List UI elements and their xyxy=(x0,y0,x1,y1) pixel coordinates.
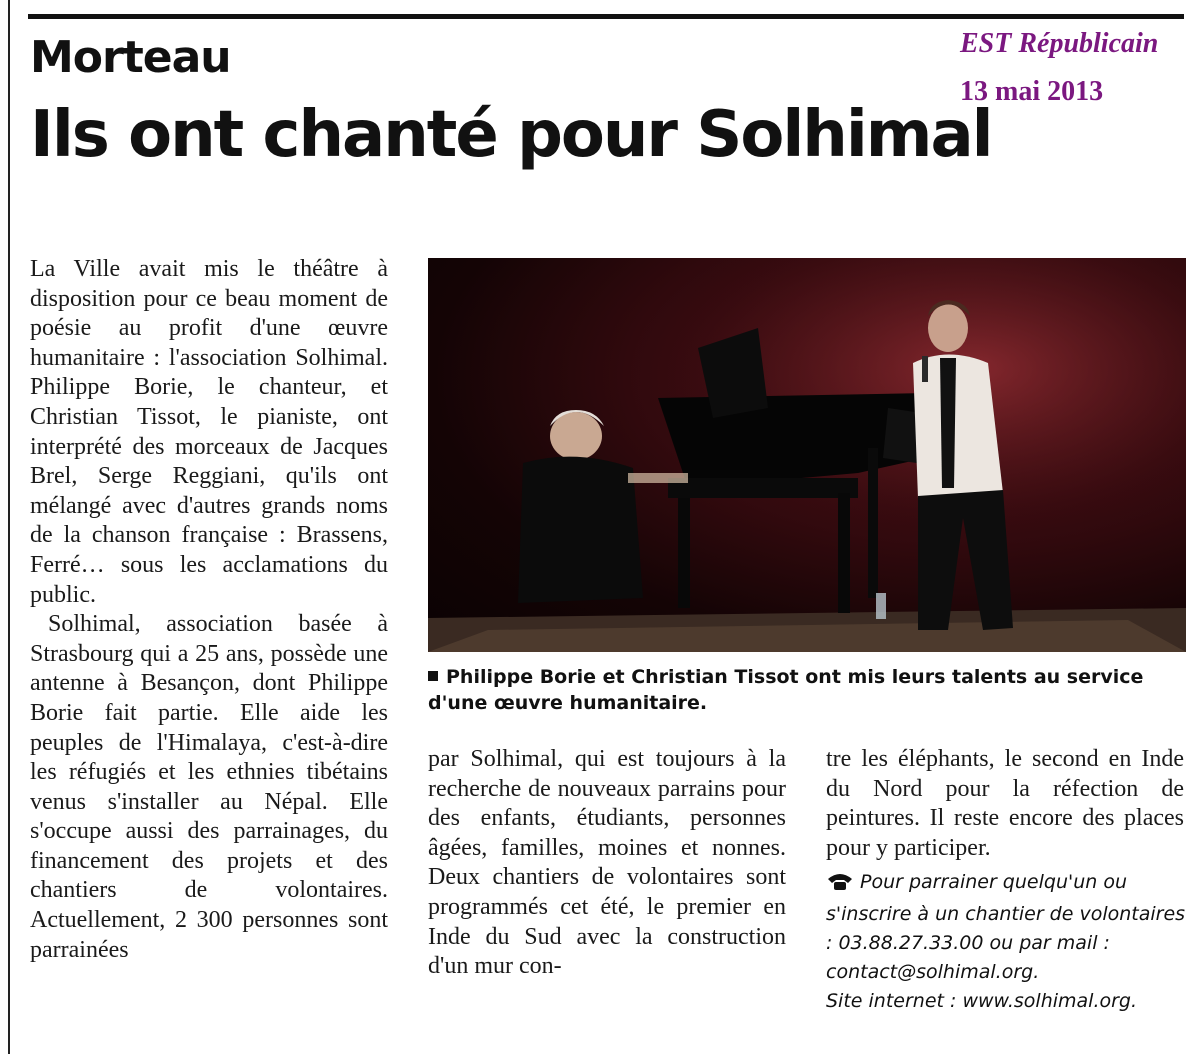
photo-caption-text: Philippe Borie et Christian Tissot ont mis leurs talents au service d'une œuvre humanitaire. xyxy=(428,666,1144,714)
newspaper-name: EST Républicain xyxy=(960,28,1159,59)
contact-text: Pour parrainer quelqu'un ou s'inscrire à un chantier de volontaires : 03.88.27.33.00 ou par mail : contact@solhimal.org. xyxy=(826,871,1186,983)
article-column-3 xyxy=(826,745,1184,863)
article-column-1 xyxy=(30,255,388,965)
article-paragraph: tre les éléphants, le second en Inde du Nord pour la réfection de peintures. Il reste encore des places pour y participer. xyxy=(826,746,1184,861)
contact-website: Site internet : www.solhimal.org. xyxy=(826,990,1138,1012)
article-kicker: Morteau xyxy=(30,32,231,83)
concert-photo xyxy=(428,258,1186,652)
caption-bullet-icon xyxy=(428,671,438,681)
article-headline: Ils ont chanté pour Solhimal xyxy=(30,98,992,172)
article-paragraph: La Ville avait mis le théâtre à disposition pour ce beau moment de poésie au profit d'une œuvre humanitaire : l'association Solhimal. Philippe Borie, le chanteur, et Christian Tissot, le pianiste, ont interprété des morceaux de Jacques Brel, Serge Reggiani, qu'ils ont mélangé avec d'autres grands noms de la chanson française : Brassens, Ferré… sous les acclamations du public. xyxy=(30,256,388,608)
contact-info xyxy=(826,868,1186,1016)
phone-icon xyxy=(826,871,854,900)
header-rule xyxy=(28,14,1184,19)
page-left-border xyxy=(8,0,10,1054)
article-paragraph: par Solhimal, qui est toujours à la recherche de nouveaux parrains pour des enfants, étudiants, personnes âgées, familles, moines et nonnes. Deux chantiers de volontaires sont programmés cet été, le premier en Inde du Sud avec la construction d'un mur con- xyxy=(428,746,786,980)
photo-caption xyxy=(428,664,1188,716)
article-column-2 xyxy=(428,745,786,982)
publication-date: 13 mai 2013 xyxy=(960,76,1104,107)
article-paragraph: Solhimal, association basée à Strasbourg qui a 25 ans, possède une antenne à Besançon, dont Philippe Borie fait partie. Elle aide les peuples de l'Himalaya, c'est-à-dire les réfugiés et les ethnies tibétains venus s'installer au Népal. Elle s'occupe aussi des parrainages, du financement des projets et des chantiers de volontaires. Actuellement, 2 300 personnes sont parrainées xyxy=(30,611,388,963)
